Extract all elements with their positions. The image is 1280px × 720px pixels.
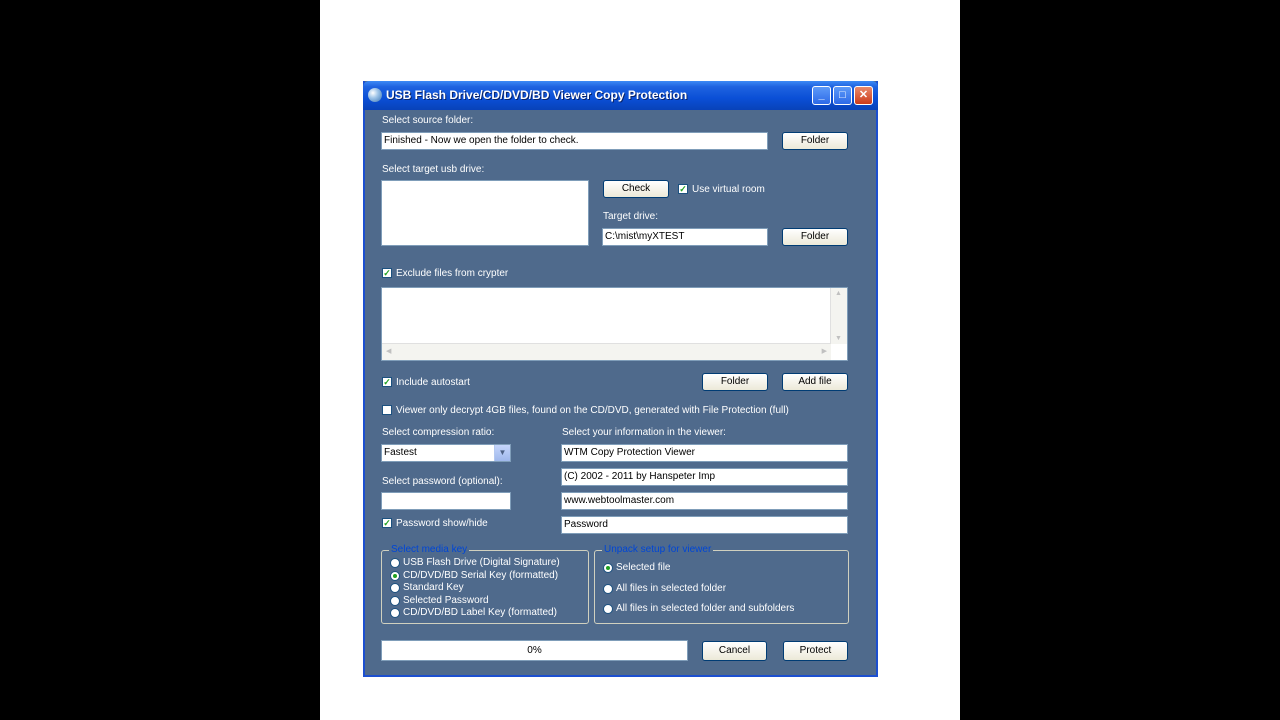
unpack-radio-selected-file[interactable]	[603, 563, 613, 573]
use-virtual-room-checkbox[interactable]: ✓	[679, 184, 687, 194]
target-usb-list[interactable]	[381, 180, 589, 246]
vertical-scrollbar[interactable]	[830, 288, 847, 344]
unpack-label-subfolders: All files in selected folder and subfolders	[616, 603, 795, 614]
compression-value: Fastest	[384, 447, 417, 458]
scroll-right-icon[interactable]: ▶	[821, 348, 827, 355]
unpack-radio-subfolders[interactable]	[603, 604, 613, 614]
include-autostart-label: Include autostart	[396, 377, 470, 388]
viewer-4gb-label: Viewer only decrypt 4GB files, found on the CD/DVD, generated with File Protection (full)	[396, 405, 789, 416]
minimize-button[interactable]: _	[812, 86, 831, 105]
target-folder-button[interactable]: Folder	[782, 228, 848, 246]
password-label: Select password (optional):	[382, 476, 503, 487]
source-folder-label: Select source folder:	[382, 115, 474, 126]
horizontal-scrollbar[interactable]	[382, 343, 831, 360]
password-show-hide-checkbox[interactable]: ✓	[383, 518, 391, 528]
password-input[interactable]	[381, 492, 511, 510]
media-key-radio-usb[interactable]	[390, 558, 400, 568]
title-bar[interactable]	[363, 81, 878, 110]
protect-button[interactable]: Protect	[783, 641, 848, 661]
unpack-group-title: Unpack setup for viewer	[604, 544, 712, 555]
scroll-left-icon[interactable]: ◀	[386, 348, 392, 355]
progress-text: 0%	[527, 645, 542, 656]
viewer-4gb-checkbox[interactable]	[382, 405, 392, 415]
exclude-files-checkbox[interactable]: ✓	[383, 268, 391, 278]
media-key-radio-label-key[interactable]	[390, 608, 400, 618]
media-key-label-password: Selected Password	[403, 595, 489, 606]
source-folder-button[interactable]: Folder	[782, 132, 848, 150]
target-drive-input[interactable]: C:\mist\myXTEST	[602, 228, 768, 246]
media-key-label-standard: Standard Key	[403, 582, 464, 593]
include-autostart-checkbox[interactable]: ✓	[383, 377, 391, 387]
close-button[interactable]: ✕	[854, 86, 873, 105]
media-key-radio-serial[interactable]	[390, 571, 400, 581]
media-key-radio-password[interactable]	[390, 596, 400, 606]
cancel-button[interactable]: Cancel	[702, 641, 767, 661]
unpack-label-selected-file: Selected file	[616, 562, 671, 573]
chevron-down-icon[interactable]: ▼	[494, 445, 510, 461]
autostart-folder-button[interactable]: Folder	[702, 373, 768, 391]
compression-select[interactable]	[381, 444, 511, 462]
window-title: USB Flash Drive/CD/DVD/BD Viewer Copy Protection	[386, 88, 688, 102]
exclude-files-list[interactable]	[381, 287, 848, 361]
media-key-label-label-key: CD/DVD/BD Label Key (formatted)	[403, 607, 557, 618]
add-file-button[interactable]: Add file	[782, 373, 848, 391]
media-key-label-usb: USB Flash Drive (Digital Signature)	[403, 557, 560, 568]
scroll-down-icon[interactable]: ▼	[835, 335, 842, 342]
unpack-radio-folder[interactable]	[603, 584, 613, 594]
password-show-hide-label: Password show/hide	[396, 518, 488, 529]
unpack-label-folder: All files in selected folder	[616, 583, 727, 594]
compression-label: Select compression ratio:	[382, 427, 495, 438]
check-button[interactable]: Check	[603, 180, 669, 198]
viewer-info-copyright-input[interactable]: (C) 2002 - 2011 by Hanspeter Imp	[561, 468, 848, 486]
target-usb-label: Select target usb drive:	[382, 164, 485, 175]
viewer-info-label: Select your information in the viewer:	[562, 427, 726, 438]
progress-bar	[381, 640, 688, 661]
media-key-group-title: Select media key	[391, 544, 468, 555]
viewer-info-title-input[interactable]: WTM Copy Protection Viewer	[561, 444, 848, 462]
source-folder-input[interactable]: Finished - Now we open the folder to check.	[381, 132, 768, 150]
viewer-info-password-input[interactable]: Password	[561, 516, 848, 534]
target-drive-label: Target drive:	[603, 211, 659, 222]
exclude-files-label: Exclude files from crypter	[396, 268, 509, 279]
scroll-up-icon[interactable]: ▲	[835, 290, 842, 297]
maximize-button[interactable]: □	[833, 86, 852, 105]
app-globe-icon	[368, 88, 382, 102]
viewer-info-website-input[interactable]: www.webtoolmaster.com	[561, 492, 848, 510]
media-key-radio-standard[interactable]	[390, 583, 400, 593]
media-key-label-serial: CD/DVD/BD Serial Key (formatted)	[403, 570, 559, 581]
use-virtual-room-label: Use virtual room	[692, 184, 765, 195]
